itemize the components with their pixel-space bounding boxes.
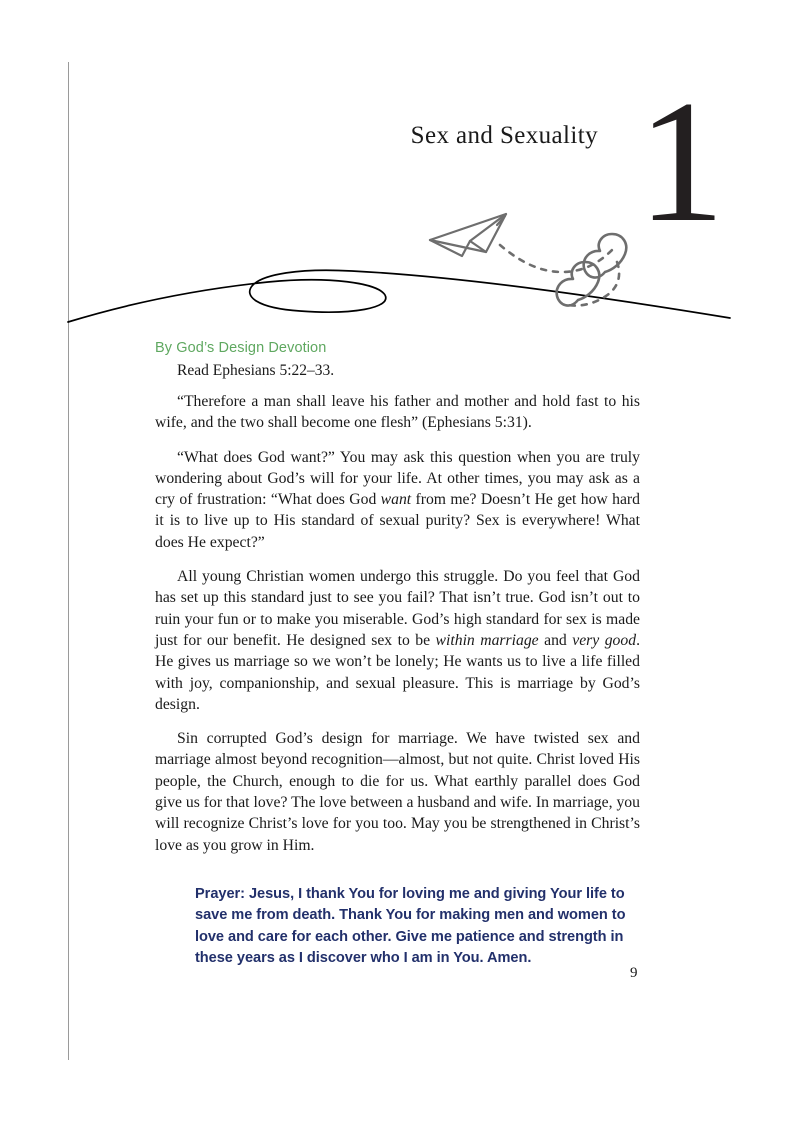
paragraph-scripture [155, 391, 640, 434]
double-heart-icon [557, 234, 627, 306]
paragraph-sin-corrupted [155, 728, 640, 856]
text-run: “Therefore a man shall leave his father and mother and hold fast to his wife, and the two shall become one flesh” (Ephesians 5:31). [155, 393, 640, 432]
text-run: Sin corrupted God’s design for marriage. We have twisted sex and marriage almost beyond recognition—almost, but not quite. Christ loved His people, the Church, enough to die for us. What earthly parallel does God give us for that love? The love between a husband and wife. In marriage, you will recognize Christ’s love for you too. May you be strengthened in Christ’s love as you grow in Him. [155, 730, 640, 854]
scripture-reading-line: Read Ephesians 5:22–33. [177, 362, 335, 379]
swoosh-loop-curve [68, 270, 730, 322]
text-run: and [538, 631, 573, 649]
chapter-decoration [0, 0, 800, 360]
chapter-number: 1 [637, 64, 725, 258]
text-run: . He gives us marriage so we won’t be lonely; He wants us to live a life filled with joy, companionship, and sexual pleasure. This is marriage by God’s design. [155, 631, 640, 713]
text-run: All young Christian women undergo this struggle. Do you feel that God has set up this standard just to see you fail? That isn’t true. God isn’t out to ruin your fun or to make you miserable. God’s high standard for sex is made just for our benefit. He designed sex to be [155, 568, 640, 649]
page-number: 9 [630, 965, 638, 981]
emphasis-text: within marriage [435, 631, 539, 649]
devotion-content [155, 340, 640, 970]
paragraph-what-does-god-want [155, 447, 640, 553]
chapter-title: Sex and Sexuality [410, 122, 598, 149]
text-run: “What does God want?” You may ask this question when you are truly wondering about God’s will for your life. At other times, you may ask as a cry of frustration: “What does God [155, 448, 640, 509]
emphasis-text: want [380, 491, 412, 509]
devotion-paragraphs [155, 391, 640, 856]
chapter-header [0, 0, 800, 340]
text-run: from me? Doesn’t He get how hard it is to live up to His standard of sexual purity? Sex is everywhere! What does He expect?” [155, 491, 640, 551]
section-heading: By God’s Design Devotion [155, 340, 327, 356]
paragraph-all-young-christian-women [155, 566, 640, 715]
emphasis-text: very good [572, 631, 637, 649]
prayer-block: Prayer: Jesus, I thank You for loving me and giving Your life to save me from death. Thank You for making men and women to love and care for each other. Give me patience and strength in these years as I discover who I am in You. Amen. [195, 885, 626, 967]
paper-airplane-icon [430, 214, 506, 256]
